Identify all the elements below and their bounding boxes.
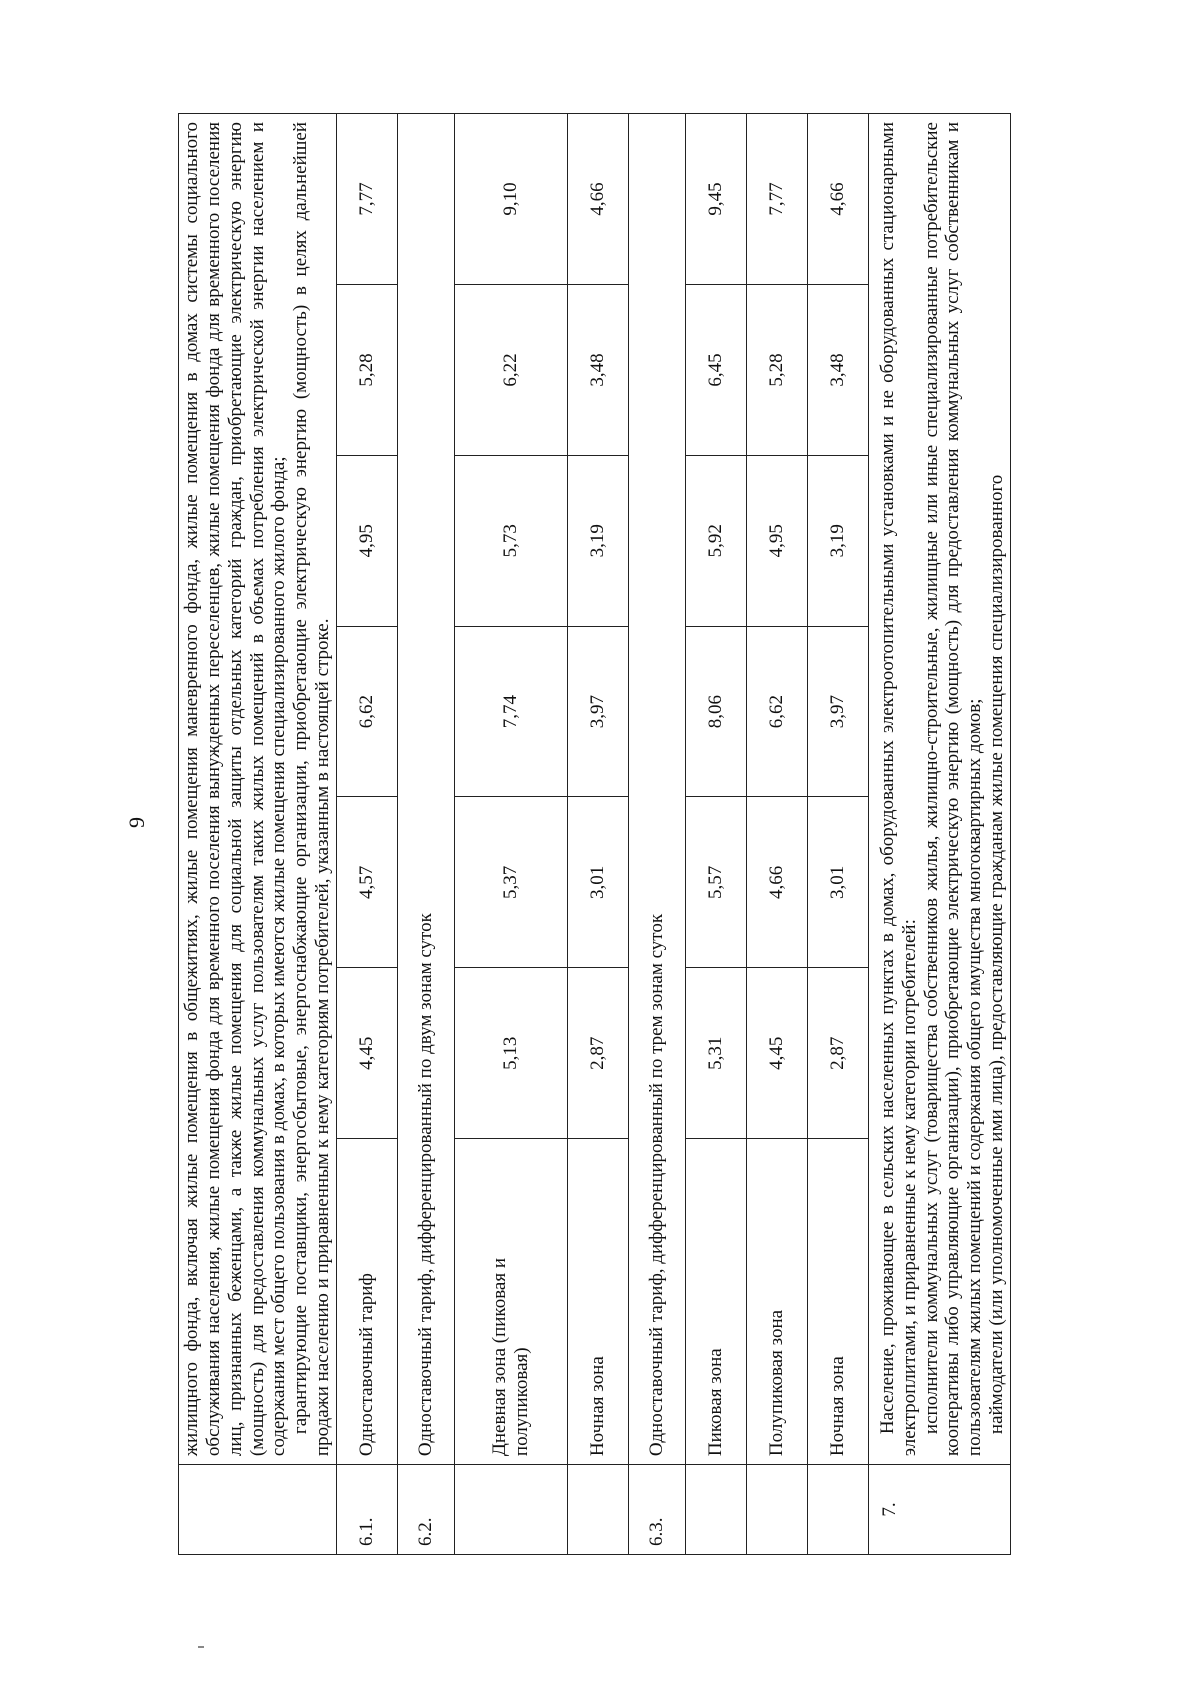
table-row bbox=[567, 114, 628, 1555]
value-cell: 5,13 bbox=[454, 968, 567, 1139]
row-label: Ночная зона bbox=[807, 1139, 868, 1465]
row-label: Полупиковая зона bbox=[746, 1139, 807, 1465]
category-text-cell bbox=[868, 114, 1010, 1465]
value-cell: 6,62 bbox=[336, 626, 397, 797]
row-number bbox=[746, 1465, 807, 1555]
section-title: Одноставочный тариф, дифференцированный по двум зонам суток bbox=[397, 114, 454, 1465]
value-cell: 4,66 bbox=[567, 114, 628, 285]
table-row bbox=[454, 114, 567, 1555]
value-cell: 7,77 bbox=[336, 114, 397, 285]
value-cell: 5,28 bbox=[336, 285, 397, 456]
value-cell: 5,73 bbox=[454, 455, 567, 626]
value-cell: 3,19 bbox=[567, 455, 628, 626]
category-row bbox=[868, 114, 1010, 1555]
row-label: Пиковая зона bbox=[685, 1139, 746, 1465]
value-cell: 2,87 bbox=[807, 968, 868, 1139]
value-cell: 2,87 bbox=[567, 968, 628, 1139]
value-cell: 3,01 bbox=[567, 797, 628, 968]
row-number: 6.3. bbox=[628, 1465, 685, 1555]
row-label: Одноставочный тариф bbox=[336, 1139, 397, 1465]
intro-text-cell bbox=[179, 114, 337, 1465]
table-row bbox=[807, 114, 868, 1555]
value-cell: 9,45 bbox=[685, 114, 746, 285]
row-number bbox=[567, 1465, 628, 1555]
value-cell: 4,57 bbox=[336, 797, 397, 968]
value-cell: 5,37 bbox=[454, 797, 567, 968]
value-cell: 5,92 bbox=[685, 455, 746, 626]
section-header-row bbox=[397, 114, 454, 1555]
value-cell: 4,95 bbox=[336, 455, 397, 626]
value-cell: 3,97 bbox=[807, 626, 868, 797]
value-cell: 4,45 bbox=[746, 968, 807, 1139]
row-number: 7. bbox=[868, 1465, 1010, 1555]
value-cell: 5,57 bbox=[685, 797, 746, 968]
category-paragraph: Население, проживающее в сельских населенных пунктах в домах, оборудованных электроотопительными установками и не оборудованных стационарными электроплитами, и приравненные к нему категории потребителей: bbox=[876, 122, 920, 1457]
row-label: Дневная зона (пиковая и полупиковая) bbox=[454, 1139, 567, 1465]
intro-num-cell bbox=[179, 1465, 337, 1555]
row-number: 6.1. bbox=[336, 1465, 397, 1555]
rotated-page-content bbox=[178, 113, 1078, 1555]
tariff-table bbox=[178, 113, 1011, 1555]
page-number: 9 bbox=[124, 817, 149, 828]
row-number bbox=[454, 1465, 567, 1555]
intro-paragraph: жилищного фонда, включая жилые помещения в общежитиях, жилые помещения маневренного фонда, жилые помещения в домах системы социального обслуживания населения, жилые помещения фонда для временного поселения вынужденных переселенцев, жилые помещения фонда для временного поселения лиц, признанных беженцами, а также жилые помещения для социальной защиты отдельных категорий граждан, приобретающие электрическую энергию (мощность) для предоставления коммунальных услуг пользователям таких жилых помещений в объемах потребления электрической энергии населением и содержания мест общего пользования в домах, в которых имеются жилые помещения специализированного жилого фонда; bbox=[181, 122, 290, 1457]
value-cell: 4,45 bbox=[336, 968, 397, 1139]
value-cell: 4,66 bbox=[746, 797, 807, 968]
value-cell: 6,62 bbox=[746, 626, 807, 797]
value-cell: 3,48 bbox=[567, 285, 628, 456]
table-row bbox=[336, 114, 397, 1555]
value-cell: 7,77 bbox=[746, 114, 807, 285]
scan-mark bbox=[198, 1646, 204, 1648]
value-cell: 5,31 bbox=[685, 968, 746, 1139]
value-cell: 5,28 bbox=[746, 285, 807, 456]
row-label: Ночная зона bbox=[567, 1139, 628, 1465]
value-cell: 3,19 bbox=[807, 455, 868, 626]
value-cell: 6,45 bbox=[685, 285, 746, 456]
row-number bbox=[807, 1465, 868, 1555]
table-row bbox=[685, 114, 746, 1555]
row-number bbox=[685, 1465, 746, 1555]
value-cell: 3,97 bbox=[567, 626, 628, 797]
category-paragraph: исполнители коммунальных услуг (товарищества собственников жилья, жилищно-строительные, жилищные или иные специализированные потребительские кооперативы либо управляющие организации), приобретающие электрическую энергию (мощность) для предоставления коммунальных услуг собственникам и пользователям жилых помещений и содержания общего имущества многоквартирных домов; bbox=[920, 122, 986, 1457]
value-cell: 3,01 bbox=[807, 797, 868, 968]
value-cell: 4,95 bbox=[746, 455, 807, 626]
section-header-row bbox=[628, 114, 685, 1555]
value-cell: 8,06 bbox=[685, 626, 746, 797]
value-cell: 6,22 bbox=[454, 285, 567, 456]
value-cell: 3,48 bbox=[807, 285, 868, 456]
category-paragraph: наймодатели (или уполномоченные ими лица), предоставляющие гражданам жилые помещения специализированного bbox=[986, 474, 1008, 1435]
value-cell: 4,66 bbox=[807, 114, 868, 285]
value-cell: 7,74 bbox=[454, 626, 567, 797]
table-row bbox=[746, 114, 807, 1555]
intro-paragraph: гарантирующие поставщики, энергосбытовые, энергоснабжающие организации, приобретающие электрическую энергию (мощность) в целях дальнейшей продажи населению и приравненным к нему категориям потребителей, указанным в настоящей строке. bbox=[290, 122, 334, 1457]
section-title: Одноставочный тариф, дифференцированный по трем зонам суток bbox=[628, 114, 685, 1465]
intro-row bbox=[179, 114, 337, 1555]
value-cell: 9,10 bbox=[454, 114, 567, 285]
row-number: 6.2. bbox=[397, 1465, 454, 1555]
